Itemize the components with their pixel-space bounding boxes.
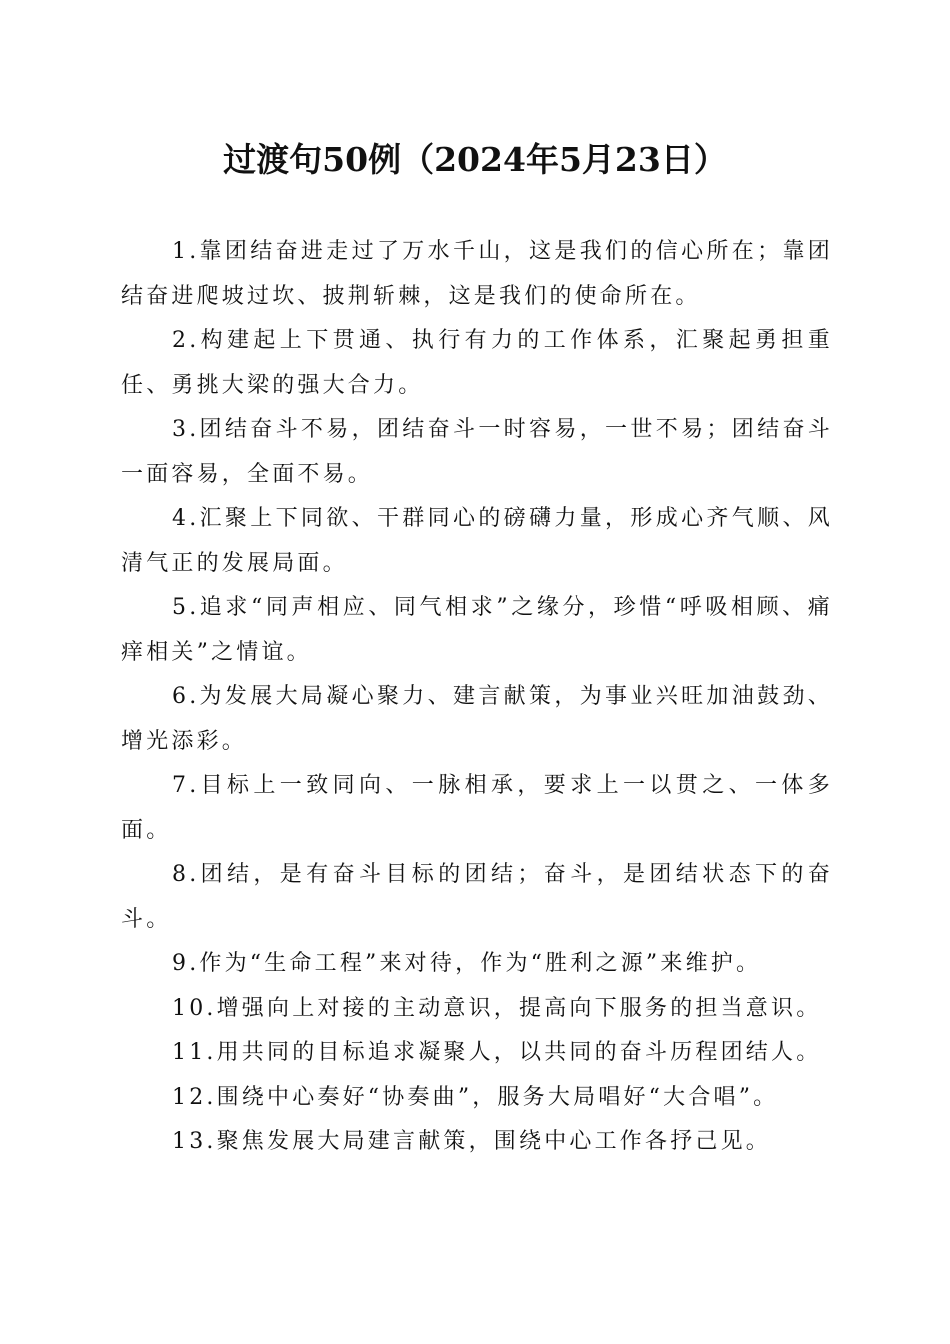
document-body (121, 230, 833, 1165)
paragraph-11: 11.用共同的目标追求凝聚人，以共同的奋斗历程团结人。 (172, 1040, 822, 1065)
paragraph-6: 6.为发展大局凝心聚力、建言献策，为事业兴旺加油鼓劲、增光添彩。 (121, 684, 833, 754)
document-title: 过渡句50例（2024年5月23日） (223, 140, 727, 179)
paragraph-7: 7.目标上一致同向、一脉相承，要求上一以贯之、一体多面。 (121, 773, 833, 843)
paragraph-5: 5.追求“同声相应、同气相求”之缘分，珍惜“呼吸相顾、痛痒相关”之情谊。 (121, 595, 833, 665)
paragraph-10: 10.增强向上对接的主动意识，提高向下服务的担当意识。 (172, 995, 822, 1021)
paragraph-4: 4.汇聚上下同欲、干群同心的磅礴力量，形成心齐气顺、风清气正的发展局面。 (121, 506, 833, 576)
paragraph-1: 1.靠团结奋进走过了万水千山，这是我们的信心所在；靠团结奋进爬坡过坎、披荆斩棘，这是我们的使命所在。 (121, 239, 833, 309)
paragraph-9: 9.作为“生命工程”来对待，作为“胜利之源”来维护。 (172, 951, 762, 976)
paragraph-2: 2.构建起上下贯通、执行有力的工作体系，汇聚起勇担重任、勇挑大梁的强大合力。 (121, 328, 833, 398)
paragraph-3: 3.团结奋斗不易，团结奋斗一时容易，一世不易；团结奋斗一面容易，全面不易。 (121, 417, 833, 487)
paragraph-12: 12.围绕中心奏好“协奏曲”，服务大局唱好“大合唱”。 (172, 1084, 779, 1110)
paragraph-13: 13.聚焦发展大局建言献策，围绕中心工作各抒己见。 (172, 1129, 771, 1154)
paragraph-8: 8.团结，是有奋斗目标的团结；奋斗，是团结状态下的奋斗。 (121, 862, 833, 932)
